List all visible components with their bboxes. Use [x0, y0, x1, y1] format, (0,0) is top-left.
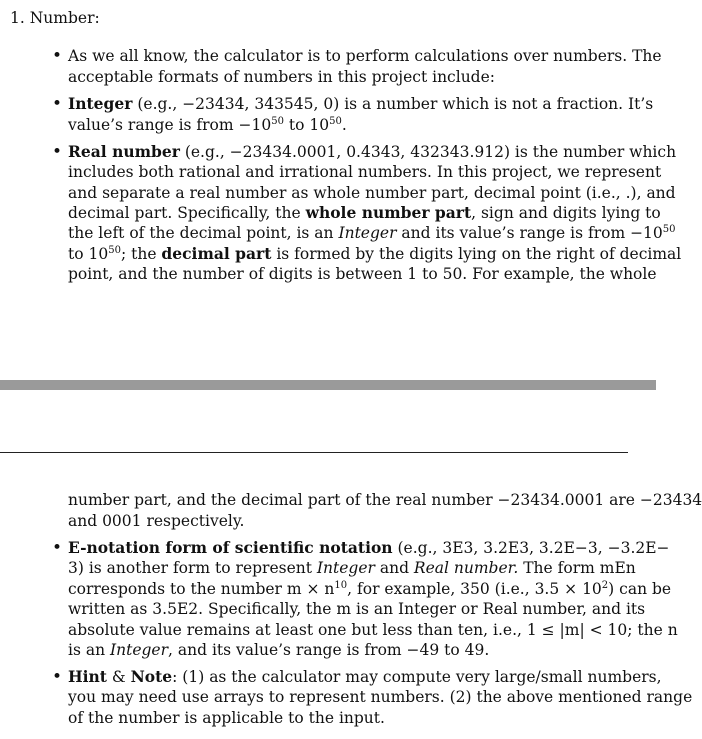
real-text: , sign and digits lying to: [471, 204, 661, 222]
real-text: decimal part. Specifically, the: [68, 204, 306, 222]
hint-text: &: [106, 668, 131, 686]
intro-line-1: As we all know, the calculator is to perform calculations over numbers. The: [68, 47, 662, 65]
decimal-part-term: decimal part: [161, 244, 272, 263]
integer-line-2: [68, 115, 629, 135]
integer-range-text: to 10: [283, 116, 330, 134]
real-line-5: [68, 223, 676, 243]
integer-line-1: [68, 94, 654, 114]
enotation-line-4: written as 3.5E2. Specifically, the m is an Integer or Real number, and its: [68, 600, 646, 618]
real-line-3: and separate a real number as whole number part, decimal point (i.e., .), and: [68, 184, 676, 202]
enotation-text: 3) is another form to represent: [68, 559, 317, 577]
integer-ref: Integer: [316, 559, 375, 577]
enotation-line-6: [68, 640, 629, 660]
real-line-2: includes both rational and irrational numbers. In this project, we represent: [68, 163, 662, 181]
exponent: 50: [108, 245, 121, 256]
page-top: [0, 0, 682, 380]
integer-ref: Integer: [338, 224, 397, 242]
section-heading: [10, 8, 100, 28]
real-line-9: and 0001 respectively.: [68, 512, 245, 530]
hint-line-3: of the number is applicable to the input.: [68, 709, 385, 727]
integer-text: (e.g., −23434, 343545, 0) is a number which is not a fraction. It’s: [132, 95, 654, 113]
hint-term: Hint: [68, 667, 107, 686]
section-number: 1.: [10, 9, 25, 27]
bullet-icon: •: [52, 46, 63, 66]
real-line-8: number part, and the decimal part of the real number −23434.0001 are −23434: [68, 491, 702, 509]
enotation-text: corresponds to the number m × n: [68, 580, 335, 598]
intro-line-2: acceptable formats of numbers in this project include:: [68, 68, 495, 86]
exponent: 2: [601, 580, 609, 591]
exponent: 50: [271, 116, 284, 127]
enotation-text: (e.g., 3E3, 3.2E3, 3.2E−3, −3.2E−: [392, 539, 670, 557]
exponent: 50: [662, 224, 676, 235]
real-line-4: [68, 203, 661, 223]
integer-range-text: value’s range is from −10: [68, 116, 272, 134]
section-title: Number:: [29, 9, 100, 27]
whole-number-part-term: whole number part: [305, 203, 472, 222]
enotation-text: , and its value’s range is from −49 to 49.: [168, 641, 490, 659]
real-text: (e.g., −23434.0001, 0.4343, 432343.912) is the number which: [179, 143, 677, 161]
real-line-6: [68, 244, 682, 264]
real-term: Real number: [68, 142, 180, 161]
hint-text: : (1) as the calculator may compute very large/small numbers,: [172, 668, 662, 686]
hint-line-1: [68, 667, 662, 687]
page-divider: [0, 380, 656, 390]
enotation-text: The form mEn: [518, 559, 636, 577]
note-term: Note: [130, 667, 173, 686]
enotation-text: , for example, 350 (i.e., 3.5 × 10: [347, 580, 602, 598]
enotation-term: E-notation form of scientific notation: [68, 538, 393, 557]
real-number-ref: Real number.: [413, 559, 519, 577]
bullet-icon: •: [52, 667, 63, 687]
real-text: is formed by the digits lying on the right of decimal: [271, 245, 682, 263]
hint-line-2: you may need use arrays to represent numbers. (2) the above mentioned range: [68, 688, 693, 706]
enotation-text: is an: [68, 641, 110, 659]
bullet-icon: •: [52, 142, 63, 162]
enotation-line-5: absolute value remains at least one but less than ten, i.e., 1 ≤ |m| < 10; the n: [68, 621, 678, 639]
real-line-1: [68, 142, 677, 162]
integer-range-text: .: [341, 116, 347, 134]
exponent: 10: [334, 580, 348, 591]
real-text: the left of the decimal point, is an: [68, 224, 339, 242]
real-text: ; the: [120, 245, 162, 263]
integer-term: Integer: [68, 94, 133, 113]
enotation-text: and: [374, 559, 414, 577]
real-text: to 10: [68, 245, 109, 263]
bullet-icon: •: [52, 538, 63, 558]
enotation-line-3: [68, 579, 672, 599]
enotation-line-2: [68, 558, 636, 578]
real-text: and its value’s range is from −10: [396, 224, 663, 242]
enotation-line-1: [68, 538, 670, 558]
enotation-text: ) can be: [608, 580, 672, 598]
exponent: 50: [329, 116, 342, 127]
page-header-rule: [0, 452, 628, 453]
bullet-icon: •: [52, 94, 63, 114]
integer-ref: Integer: [110, 641, 169, 659]
real-line-7: point, and the number of digits is between 1 to 50. For example, the whole: [68, 265, 657, 283]
